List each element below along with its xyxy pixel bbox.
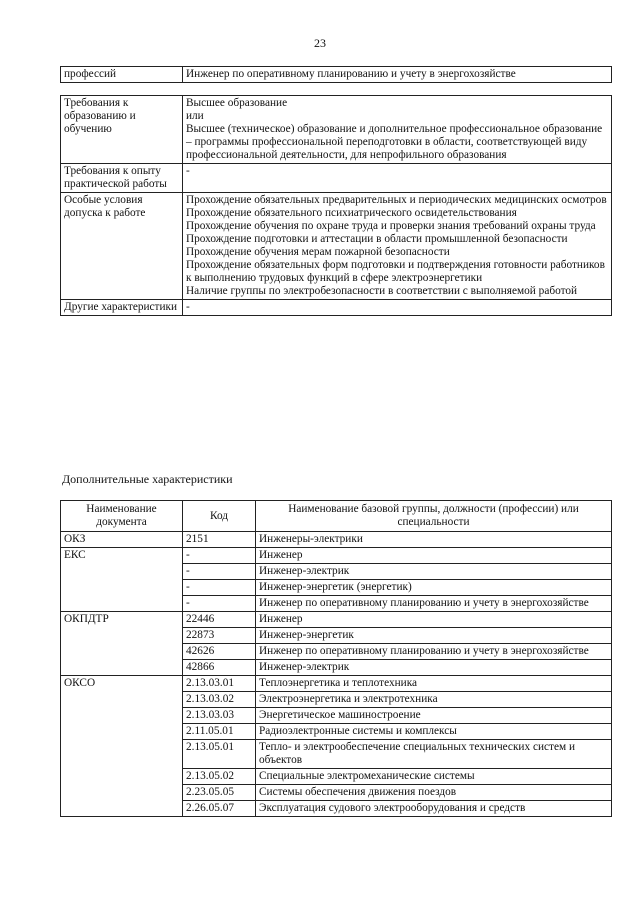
name-cell: Инженер-энергетик (энергетик) <box>256 580 612 596</box>
header-document: Наименование документа <box>61 501 183 532</box>
requirement-line: Прохождение обучения мерам пожарной безопасности <box>186 246 450 258</box>
name-cell: Электроэнергетика и электротехника <box>256 692 612 708</box>
name-cell: Специальные электромеханические системы <box>256 769 612 785</box>
code-cell: 2.13.03.03 <box>183 708 256 724</box>
requirement-line: Прохождение обязательных предварительных и периодических медицинских осмотров <box>186 194 607 206</box>
requirement-line: Высшее (техническое) образование и дополнительное профессиональное образование – программы профессиональной переподготовки в области, соответствующей виду профессиональной деятельности, для непрофильного образования <box>186 123 603 161</box>
code-cell: 2.11.05.01 <box>183 724 256 740</box>
profession-row <box>61 67 612 83</box>
page-number: 23 <box>314 36 326 50</box>
document-cell: ОКСО <box>61 676 183 817</box>
name-cell: Инженер по оперативному планированию и учету в энергохозяйстве <box>256 644 612 660</box>
code-cell: 42866 <box>183 660 256 676</box>
requirement-line: Прохождение подготовки и аттестации в области промышленной безопасности <box>186 233 568 245</box>
requirement-value <box>183 96 612 164</box>
code-cell: 2.13.03.01 <box>183 676 256 692</box>
requirement-line: Высшее образование <box>186 97 288 109</box>
table-row <box>61 612 612 628</box>
profession-label: профессий <box>61 67 183 83</box>
header-name: Наименование базовой группы, должности (профессии) или специальности <box>256 501 612 532</box>
requirement-line: Прохождение обучения по охране труда и проверки знания требований охраны труда <box>186 220 596 232</box>
code-cell: 2.23.05.05 <box>183 785 256 801</box>
code-cell: 2.13.05.02 <box>183 769 256 785</box>
requirement-value <box>183 300 612 316</box>
name-cell: Инженер-энергетик <box>256 628 612 644</box>
requirement-row <box>61 96 612 164</box>
profession-table <box>60 66 612 83</box>
name-cell: Инженер-электрик <box>256 564 612 580</box>
code-cell: 2151 <box>183 532 256 548</box>
requirement-row <box>61 193 612 300</box>
code-cell: - <box>183 548 256 564</box>
name-cell: Инженер по оперативному планированию и учету в энергохозяйстве <box>256 596 612 612</box>
requirement-line: или <box>186 110 204 122</box>
code-cell: - <box>183 564 256 580</box>
profession-value: Инженер по оперативному планированию и учету в энергохозяйстве <box>183 67 612 83</box>
requirement-label: Особые условия допуска к работе <box>61 193 183 300</box>
name-cell: Инженер <box>256 612 612 628</box>
requirement-line: Прохождение обязательного психиатрического освидетельствования <box>186 207 517 219</box>
name-cell: Инженер-электрик <box>256 660 612 676</box>
name-cell: Инженеры-электрики <box>256 532 612 548</box>
document-cell: ОКЗ <box>61 532 183 548</box>
name-cell: Энергетическое машиностроение <box>256 708 612 724</box>
table-row <box>61 532 612 548</box>
document-cell: ЕКС <box>61 548 183 612</box>
requirement-row <box>61 164 612 193</box>
requirement-label: Требования к опыту практической работы <box>61 164 183 193</box>
name-cell: Тепло- и электрообеспечение специальных технических систем и объектов <box>256 740 612 769</box>
requirement-line: Наличие группы по электробезопасности в соответствии с выполняемой работой <box>186 285 578 297</box>
code-cell: 22873 <box>183 628 256 644</box>
requirement-line: - <box>186 165 190 177</box>
name-cell: Инженер <box>256 548 612 564</box>
additional-characteristics-title: Дополнительные характеристики <box>62 472 233 486</box>
requirement-line: - <box>186 301 190 313</box>
table-row <box>61 548 612 564</box>
header-code: Код <box>183 501 256 532</box>
requirement-label: Другие характеристики <box>61 300 183 316</box>
code-cell: 2.13.05.01 <box>183 740 256 769</box>
code-cell: - <box>183 596 256 612</box>
code-cell: 2.26.05.07 <box>183 801 256 817</box>
additional-characteristics-table <box>60 500 612 817</box>
code-cell: 2.13.03.02 <box>183 692 256 708</box>
name-cell: Эксплуатация судового электрооборудования и средств <box>256 801 612 817</box>
table-header-row <box>61 501 612 532</box>
requirement-line: Прохождение обязательных форм подготовки и подтверждения готовности работников к выполнению трудовых функций в сфере электроэнергетики <box>186 259 605 284</box>
name-cell: Теплоэнергетика и теплотехника <box>256 676 612 692</box>
name-cell: Системы обеспечения движения поездов <box>256 785 612 801</box>
requirements-table <box>60 95 612 316</box>
requirement-row <box>61 300 612 316</box>
requirement-value <box>183 193 612 300</box>
document-cell: ОКПДТР <box>61 612 183 676</box>
requirement-value <box>183 164 612 193</box>
name-cell: Радиоэлектронные системы и комплексы <box>256 724 612 740</box>
code-cell: 22446 <box>183 612 256 628</box>
code-cell: 42626 <box>183 644 256 660</box>
table-row <box>61 676 612 692</box>
requirement-label: Требования к образованию и обучению <box>61 96 183 164</box>
code-cell: - <box>183 580 256 596</box>
